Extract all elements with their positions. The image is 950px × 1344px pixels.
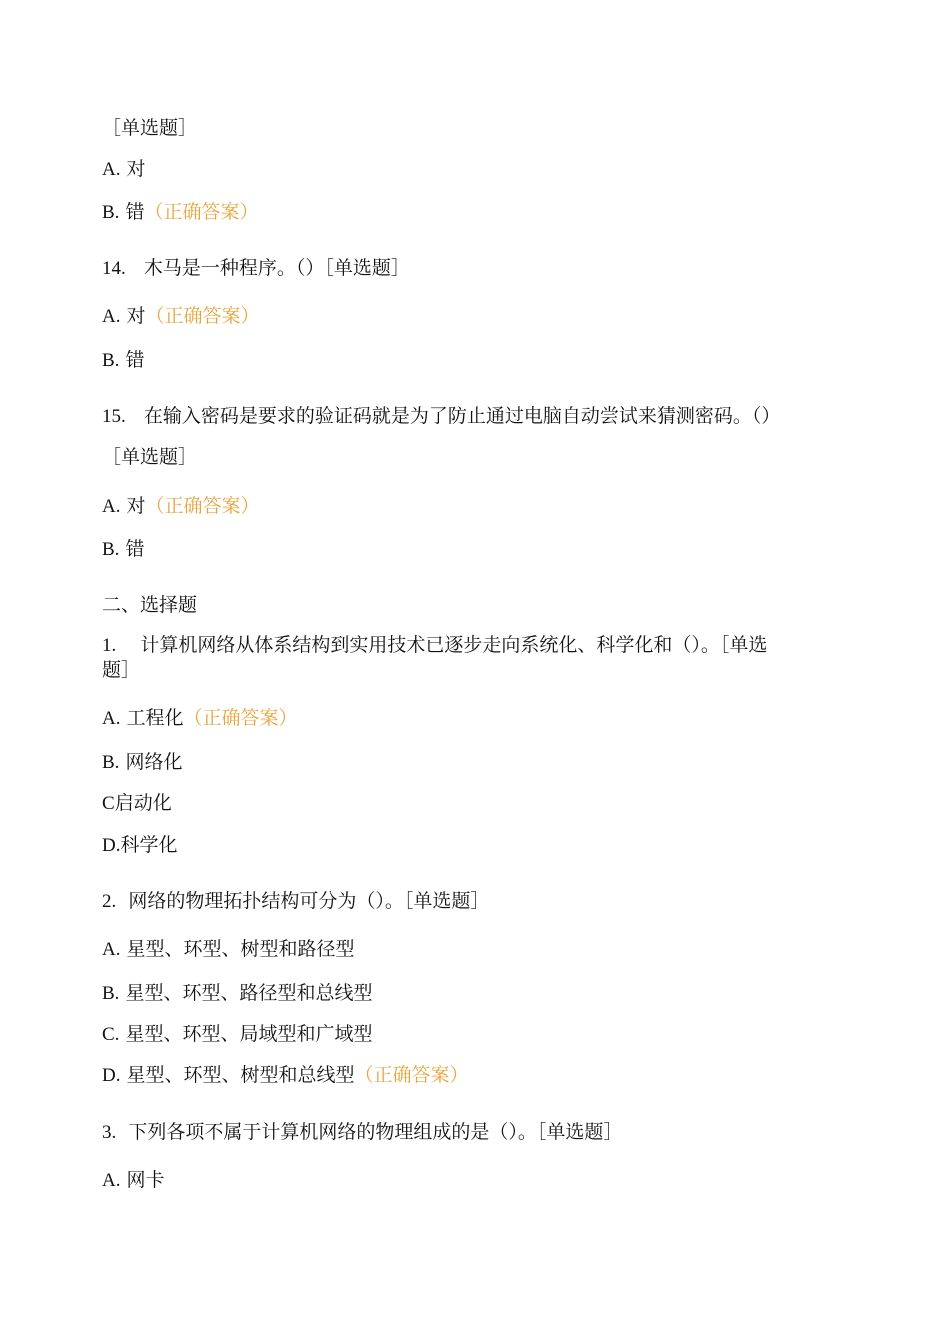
option-letter: D. [102, 1065, 121, 1086]
option-text: 星型、环型、局域型和广域型 [125, 1023, 373, 1045]
question-number: 1. [102, 635, 117, 656]
q15-option-b [102, 537, 145, 562]
option-text: 对 [126, 495, 146, 517]
option-letter: C. [102, 1024, 120, 1045]
correct-answer-mark: （正确答案） [145, 305, 260, 327]
c2-option-b [102, 981, 373, 1006]
correct-answer-mark: （正确答案） [354, 1064, 469, 1086]
correct-answer-mark: （正确答案） [144, 201, 259, 223]
option-text: 启动化 [114, 792, 172, 814]
question-text: 计算机网络从体系结构到实用技术已逐步走向系统化、科学化和（）。［单选 [140, 634, 768, 656]
section-heading: 二、选择题 [102, 594, 198, 616]
option-text: 工程化 [126, 707, 184, 729]
q13-tag: ［单选题］ [102, 117, 198, 139]
q14-option-a [102, 304, 260, 329]
option-text: 错 [125, 349, 145, 371]
question-text: 木马是一种程序。（）［单选题］ [143, 257, 410, 279]
question-number: 2. [102, 891, 117, 912]
question-number: 15. [102, 406, 126, 427]
option-text: 星型、环型、树型和路径型 [126, 938, 355, 960]
c1-option-a [102, 706, 298, 731]
c1-stem-line1 [102, 633, 767, 658]
option-letter: A. [102, 496, 121, 517]
c1-stem-line2: 题］ [102, 659, 141, 681]
option-letter: B. [102, 350, 120, 371]
question-text: 下列各项不属于计算机网络的物理组成的是（）。［单选题］ [128, 1121, 623, 1143]
option-letter: A. [102, 306, 121, 327]
c3-option-a [102, 1168, 165, 1193]
option-letter: A. [102, 159, 121, 180]
q13-option-b [102, 200, 259, 225]
option-letter: B. [102, 202, 120, 223]
q15-stem [102, 404, 780, 429]
option-text: 错 [125, 201, 145, 223]
question-number: 14. [102, 258, 126, 279]
c1-option-c [102, 791, 172, 816]
option-letter: C [102, 793, 115, 814]
option-text: 网络化 [125, 751, 183, 773]
option-letter: A. [102, 708, 121, 729]
option-text: 星型、环型、路径型和总线型 [125, 982, 373, 1004]
option-letter: D. [102, 835, 121, 856]
correct-answer-mark: （正确答案） [145, 495, 260, 517]
option-letter: B. [102, 539, 120, 560]
c2-option-c [102, 1022, 373, 1047]
question-text: 网络的物理拓扑结构可分为（）。［单选题］ [128, 890, 490, 912]
correct-answer-mark: （正确答案） [183, 707, 298, 729]
q14-stem [102, 256, 410, 281]
option-text: 网卡 [126, 1169, 165, 1191]
c2-option-d [102, 1063, 469, 1088]
option-text: 错 [125, 538, 145, 560]
c1-option-b [102, 750, 183, 775]
q13-option-a [102, 157, 146, 182]
question-number: 3. [102, 1122, 117, 1143]
question-text: 在输入密码是要求的验证码就是为了防止通过电脑自动尝试来猜测密码。（） [143, 405, 781, 427]
option-letter: B. [102, 752, 120, 773]
c3-stem [102, 1120, 622, 1145]
q15-option-a [102, 494, 260, 519]
option-letter: A. [102, 939, 121, 960]
c1-option-d [102, 833, 178, 858]
q14-option-b [102, 348, 145, 373]
option-text: 星型、环型、树型和总线型 [126, 1064, 355, 1086]
q15-tag: ［单选题］ [102, 446, 198, 468]
option-text: 对 [126, 305, 146, 327]
option-letter: B. [102, 983, 120, 1004]
c2-option-a [102, 937, 355, 962]
option-text: 对 [126, 158, 146, 180]
c2-stem [102, 889, 489, 914]
option-text: 科学化 [120, 834, 178, 856]
option-letter: A. [102, 1170, 121, 1191]
